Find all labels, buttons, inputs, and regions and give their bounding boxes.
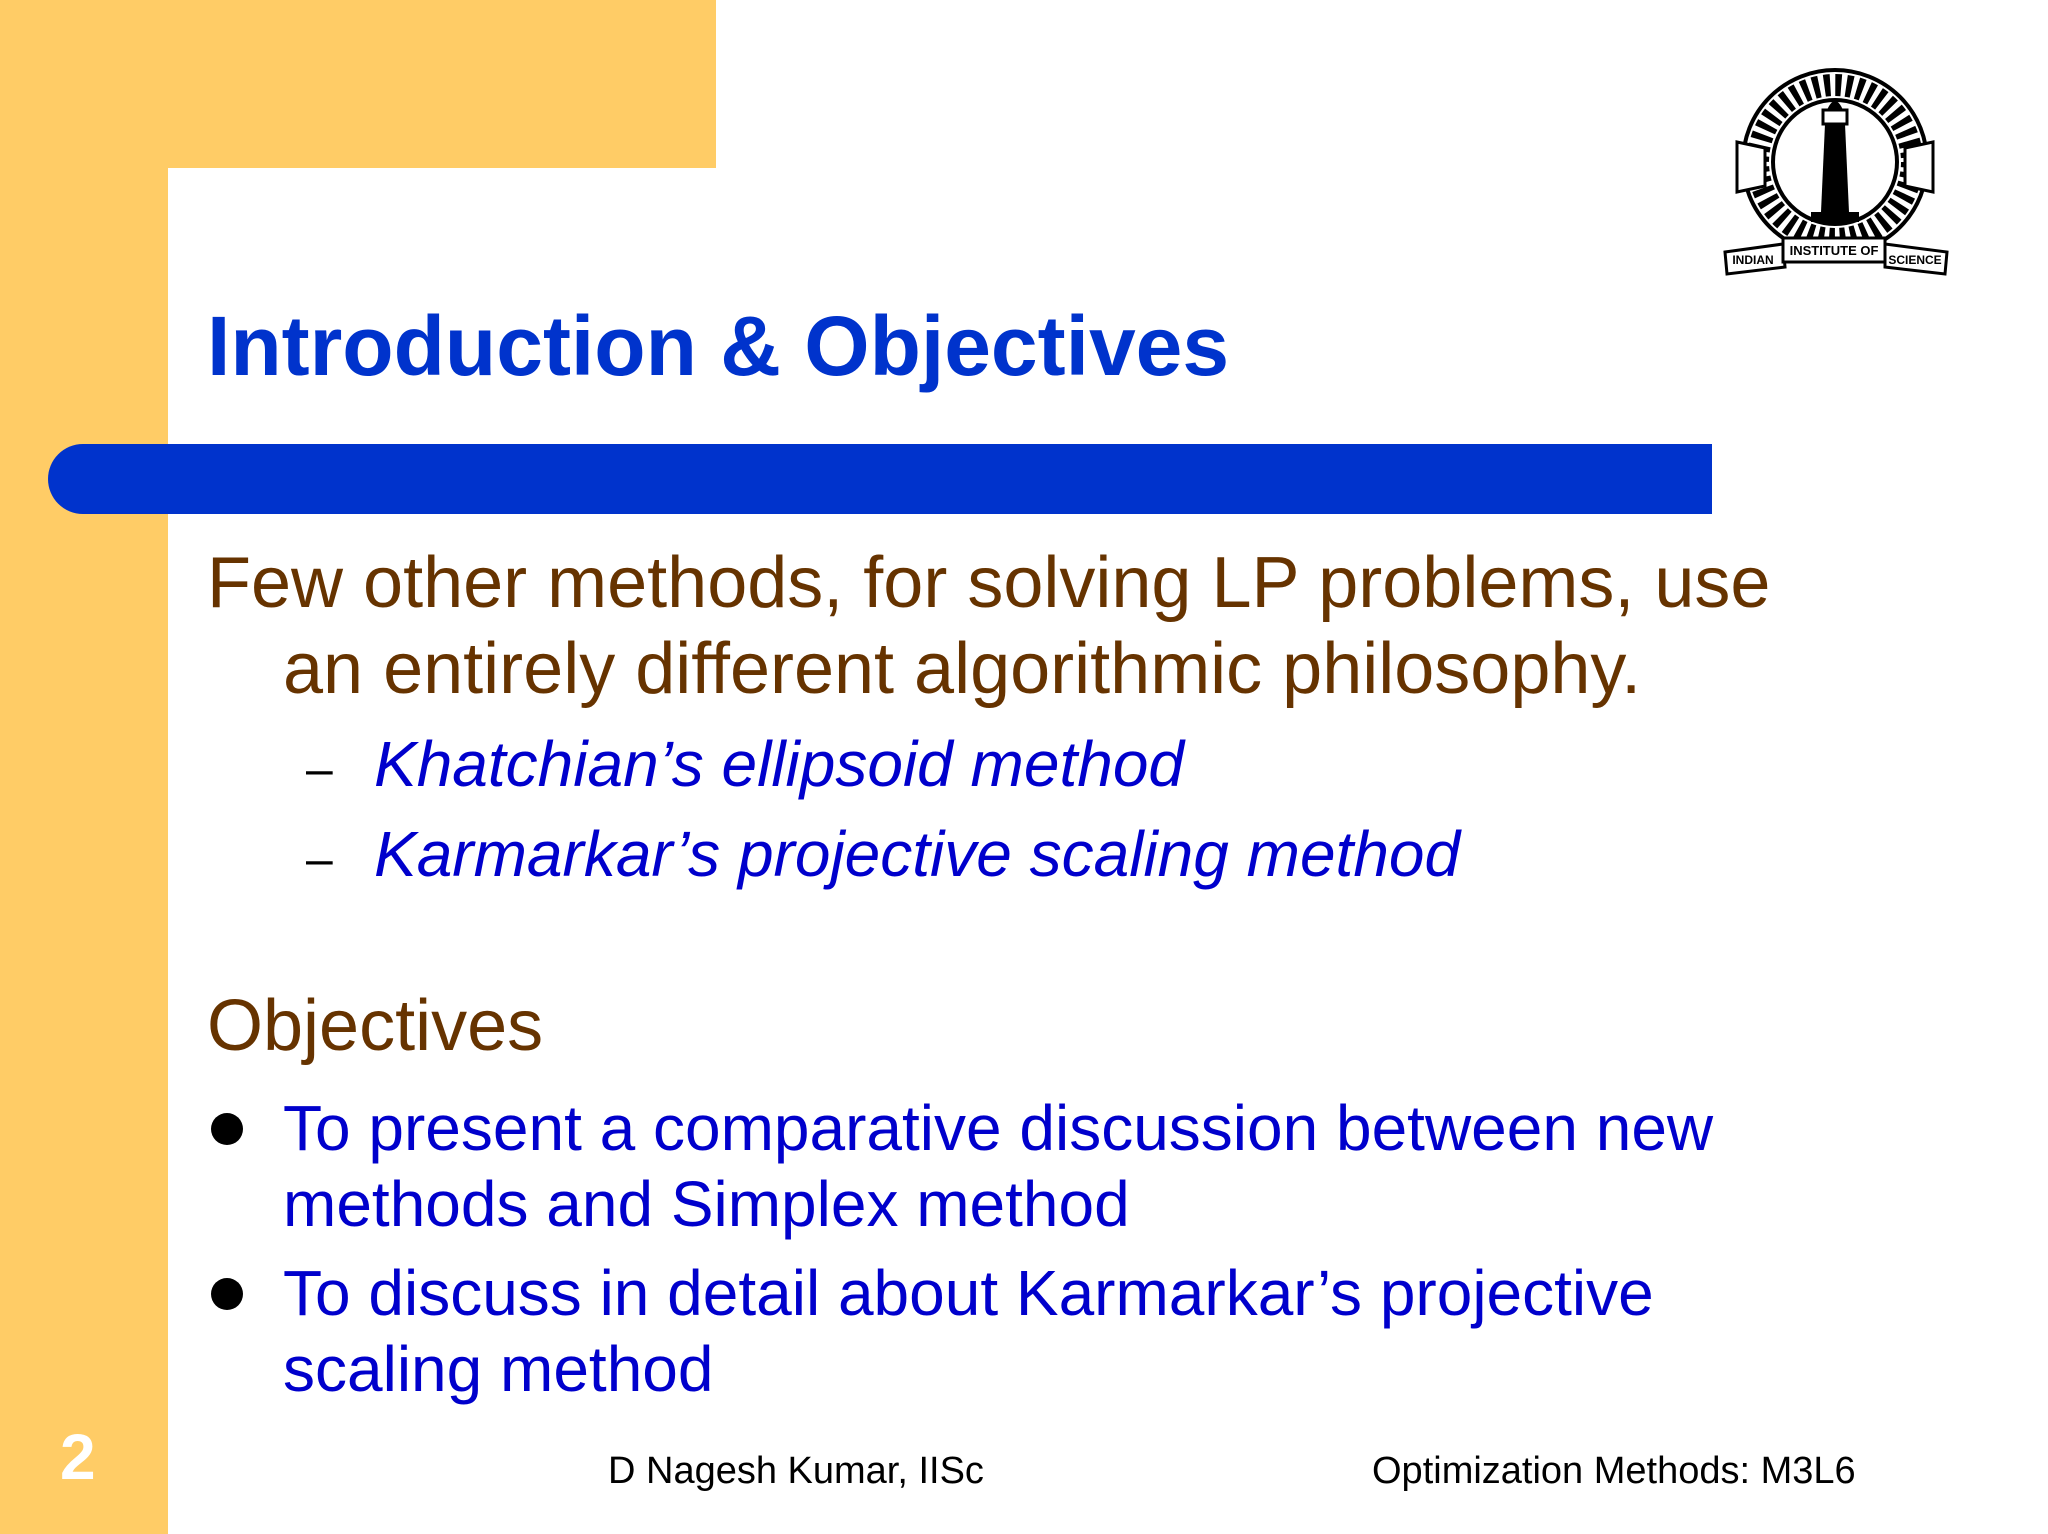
dash-marker: – xyxy=(306,742,333,796)
method-item-karmarkar xyxy=(306,818,1460,892)
footer-author: D Nagesh Kumar, IISc xyxy=(608,1450,984,1492)
bullet-dot-icon xyxy=(211,1113,243,1145)
footer-course: Optimization Methods: M3L6 xyxy=(1372,1450,1856,1492)
svg-text:SCIENCE: SCIENCE xyxy=(1888,253,1942,267)
slide-title: Introduction & Objectives xyxy=(207,299,1230,393)
intro-paragraph xyxy=(207,540,1967,712)
method-text: Karmarkar’s projective scaling method xyxy=(374,818,1461,890)
bullet-dot-icon xyxy=(211,1278,243,1310)
dash-marker: – xyxy=(306,832,333,886)
objective-item-1 xyxy=(207,1090,1927,1242)
objectives-heading: Objectives xyxy=(207,986,544,1066)
svg-text:INSTITUTE OF: INSTITUTE OF xyxy=(1789,243,1879,258)
method-item-ellipsoid xyxy=(306,728,1184,802)
method-text: Khatchian’s ellipsoid method xyxy=(374,728,1184,800)
objective-line: scaling method xyxy=(283,1333,714,1405)
svg-text:INDIAN: INDIAN xyxy=(1732,253,1774,267)
intro-line-1: Few other methods, for solving LP problems, use xyxy=(207,543,1771,623)
objective-line: To discuss in detail about Karmarkar’s projective xyxy=(283,1257,1654,1329)
objective-line: To present a comparative discussion between new xyxy=(283,1092,1714,1164)
slide-number: 2 xyxy=(60,1421,96,1493)
intro-line-2: an entirely different algorithmic philosophy. xyxy=(283,629,1642,709)
left-accent-bar xyxy=(0,0,168,1534)
objective-line: methods and Simplex method xyxy=(283,1168,1130,1240)
title-underline-bar xyxy=(48,444,1712,514)
objective-item-2 xyxy=(207,1255,1927,1407)
iisc-emblem-icon xyxy=(1715,52,1960,297)
top-accent-block xyxy=(0,0,716,168)
